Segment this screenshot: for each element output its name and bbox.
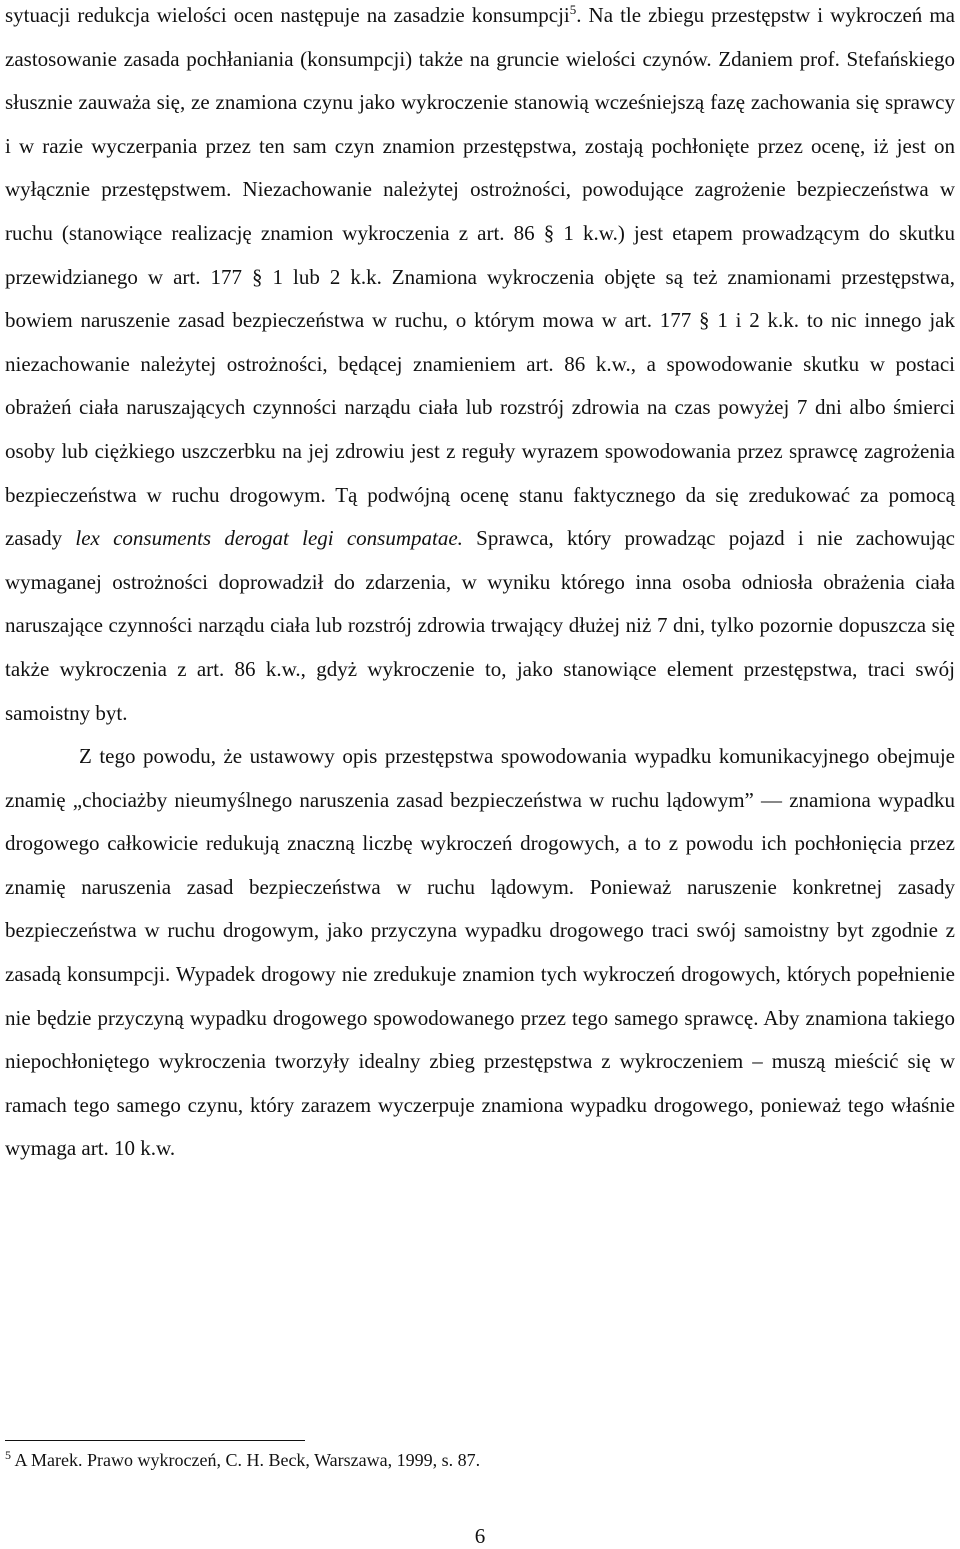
footnote-marker: 5 xyxy=(5,1448,11,1462)
footnote xyxy=(5,1447,955,1473)
body-text xyxy=(5,0,955,1171)
paragraph-1-text-1: sytuacji redukcja wielości ocen następuje na zasadzie konsumpcji xyxy=(5,3,570,27)
footnote-text: A Marek. Prawo wykroczeń, C. H. Beck, Warszawa, 1999, s. 87. xyxy=(11,1450,481,1470)
paragraph-2 xyxy=(5,735,955,1171)
paragraph-1 xyxy=(5,0,955,735)
paragraph-1-text-2: . Na tle zbiegu przestępstw i wykroczeń ma zastosowanie zasada pochłaniania (konsumpcji) także na gruncie wielości czynów. Zdaniem prof. Stefańskiego słusznie zauważa się, ze znamiona czynu jako wykroczenie stanowią wcześniejszą fazę zachowania się sprawcy i w razie wyczerpania przez ten sam czyn znamion przestępstwa, zostają pochłonięte przez ocenę, iż jest on wyłącznie przestępstwem. Niezachowanie należytej ostrożności, powodujące zagrożenie bezpieczeństwa w ruchu (stanowiące realizację znamion wykroczenia z art. 86 § 1 k.w.) jest etapem prowadzącym do skutku przewidzianego w art. 177 § 1 lub 2 k.k. Znamiona wykroczenia objęte są też znamionami przestępstwa, bowiem naruszenie zasad bezpieczeństwa w ruchu, o którym mowa w art. 177 § 1 i 2 k.k. to nic innego jak niezachowanie należytej ostrożności, będącej znamieniem art. 86 k.w., a spowodowanie skutku w postaci obrażeń ciała naruszających czynności narządu ciała lub rozstrój zdrowia na czas powyżej 7 dni albo śmierci osoby lub ciężkiego uszczerbku na jej zdrowiu jest z reguły wyrazem spowodowania przez sprawcę zagrożenia bezpieczeństwa w ruchu drogowym. Tą podwójną ocenę stanu faktycznego da się zredukować za pomocą zasady xyxy=(5,3,956,551)
footnote-separator xyxy=(5,1440,305,1441)
paragraph-2-text: Z tego powodu, że ustawowy opis przestępstwa spowodowania wypadku komunikacyjnego obejmuje znamię „chociażby nieumyślnego naruszenia zasad bezpieczeństwa w ruchu lądowym” — znamiona wypadku drogowego całkowicie redukują znaczną liczbę wykroczeń drogowych, a to z powodu ich pochłonięcia przez znamię naruszenia zasad bezpieczeństwa w ruchu lądowym. Ponieważ naruszenie konkretnej zasady bezpieczeństwa w ruchu drogowym, jako przyczyna wypadku drogowego traci swój samoistny byt zgodnie z zasadą konsumpcji. Wypadek drogowy nie zredukuje znamion tych wykroczeń drogowych, których popełnienie nie będzie przyczyną wypadku drogowego spowodowanego przez tego samego sprawcę. Aby znamiona takiego niepochłoniętego wykroczenia tworzyły idealny zbieg przestępstwa z wykroczeniem – muszą mieścić się w ramach tego samego czynu, który zarazem wyczerpuje znamiona wypadku drogowego, ponieważ tego właśnie wymaga art. 10 k.w. xyxy=(5,744,955,1161)
page-number: 6 xyxy=(474,1524,486,1548)
latin-maxim: lex consuments derogat legi consumpatae. xyxy=(75,526,463,551)
paragraph-1-text-3: Sprawca, który prowadząc pojazd i nie zachowując wymaganej ostrożności doprowadził do zdarzenia, w wyniku którego inna osoba odniosła obrażenia ciała naruszające czynności narządu ciała lub rozstrój zdrowia trwający dłużej niż 7 dni, tylko pozornie dopuszcza się także wykroczenia z art. 86 k.w., gdyż wykroczenie to, jako stanowiące element przestępstwa, traci swój samoistny byt. xyxy=(5,526,955,725)
footnote-reference: 5 xyxy=(569,2,577,17)
